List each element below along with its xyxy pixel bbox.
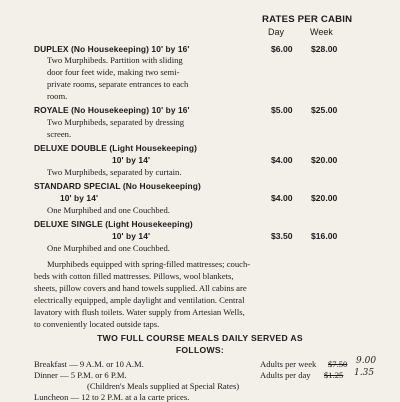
- meals-header: TWO FULL COURSE MEALS DAILY SERVED AS: [97, 333, 303, 343]
- breakfast-line: Breakfast — 9 A.M. or 10 A.M.: [34, 359, 144, 369]
- cabin-size: 10' by 14': [112, 231, 151, 241]
- cabin-week-price: $20.00: [311, 155, 338, 165]
- luncheon-line: Luncheon — 12 to 2 P.M. at a la carte prices.: [34, 392, 190, 402]
- cabin-title-royale: ROYALE (No Housekeeping) 10' by 16': [34, 105, 190, 115]
- description-line: to conveniently located outside taps.: [34, 319, 160, 329]
- cabin-title-duplex: DUPLEX (No Housekeeping) 10' by 16': [34, 44, 190, 54]
- adults-per-day-label: Adults per day: [260, 370, 311, 380]
- cabin-desc-line: Two Murphibeds, separated by dressing: [47, 117, 185, 127]
- cabin-size: 10' by 14': [60, 193, 99, 203]
- adults-per-day-new-price: 1.35: [354, 368, 375, 378]
- adults-per-week-label: Adults per week: [260, 359, 317, 369]
- cabin-title-deluxe-single: DELUXE SINGLE (Light Housekeeping): [34, 219, 193, 229]
- cabin-day-price: $5.00: [271, 105, 293, 115]
- dinner-line: Dinner — 5 P.M. or 6 P.M.: [34, 370, 127, 380]
- cabin-desc-line: Two Murphibeds. Partition with sliding: [47, 55, 183, 65]
- cabin-title-standard-special: STANDARD SPECIAL (No Housekeeping): [34, 181, 201, 191]
- adults-per-day-old-price: $1.25: [324, 370, 344, 380]
- cabin-day-price: $4.00: [271, 193, 293, 203]
- rates-header: RATES PER CABIN: [262, 14, 353, 25]
- description-line: Murphibeds equipped with spring-filled mattresses; couch-: [47, 259, 251, 269]
- description-line: electrically equipped, ample daylight and ventilation. Central: [34, 295, 245, 305]
- cabin-title-deluxe-double: DELUXE DOUBLE (Light Housekeeping): [34, 143, 197, 153]
- cabin-desc-line: screen.: [47, 129, 72, 139]
- childrens-meals-note: (Children's Meals supplied at Special Rates): [87, 381, 240, 391]
- cabin-day-price: $3.50: [271, 231, 293, 241]
- meals-header-cont: FOLLOWS:: [175, 345, 225, 355]
- cabin-size: 10' by 14': [112, 155, 151, 165]
- description-line: beds with cotton filled mattresses. Pillows, wool blankets,: [34, 271, 234, 281]
- cabin-day-price: $6.00: [271, 44, 293, 54]
- cabin-week-price: $16.00: [311, 231, 338, 241]
- adults-per-week-old-price: $7.50: [328, 359, 348, 369]
- description-line: sheets, pillow covers and hand towels supplied. All cabins are: [34, 283, 247, 293]
- cabin-week-price: $25.00: [311, 105, 338, 115]
- cabin-desc-line: room.: [47, 91, 68, 101]
- cabin-desc-line: One Murphibed and one Couchbed.: [47, 243, 170, 253]
- cabin-desc-line: One Murphibed and one Couchbed.: [47, 205, 170, 215]
- week-column-header: Week: [310, 27, 333, 37]
- adults-per-week-new-price: 9.00: [356, 356, 377, 366]
- cabin-desc-line: private rooms, separate entrances to each: [47, 79, 189, 89]
- cabin-desc-line: Two Murphibeds, separated by curtain.: [47, 167, 182, 177]
- description-line: lavatory with flush toilets. Water supply from Artesian Wells,: [34, 307, 245, 317]
- cabin-desc-line: door four feet wide, making two semi-: [47, 67, 180, 77]
- cabin-week-price: $28.00: [311, 44, 338, 54]
- cabin-week-price: $20.00: [311, 193, 338, 203]
- day-column-header: Day: [268, 27, 285, 37]
- cabin-day-price: $4.00: [271, 155, 293, 165]
